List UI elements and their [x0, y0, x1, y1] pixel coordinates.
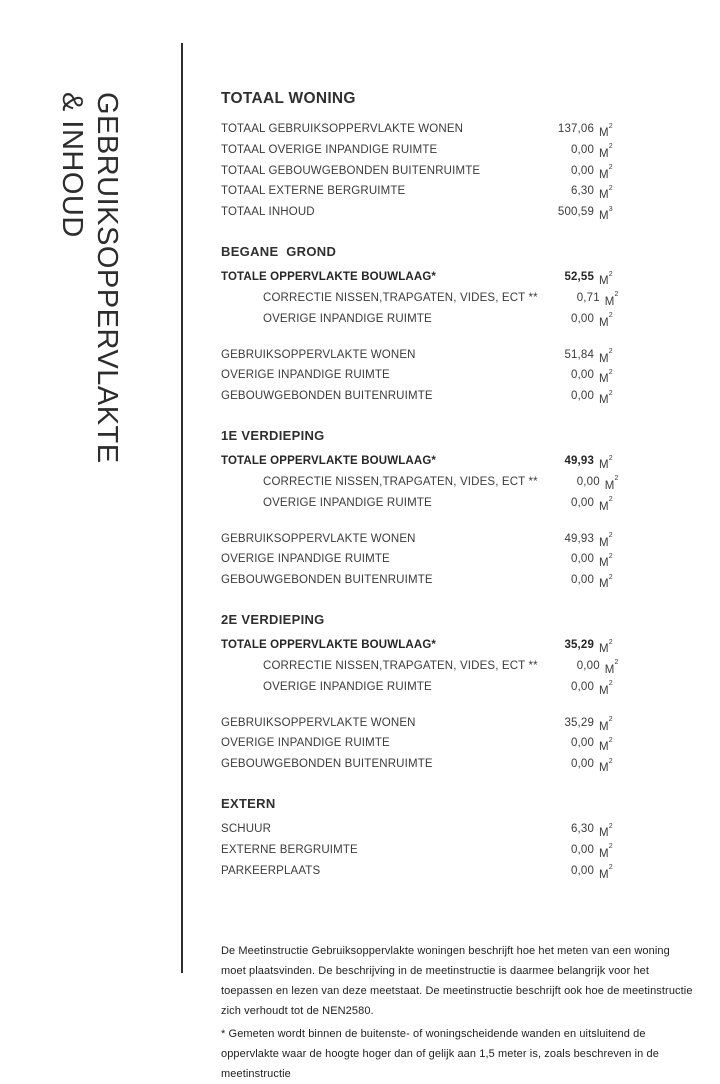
row-label: GEBOUWGEBONDEN BUITENRUIMTE	[221, 390, 433, 403]
row-value: 0,00	[571, 312, 594, 325]
row-value: 0,00	[571, 864, 594, 877]
table-row	[221, 531, 620, 552]
report-section	[221, 428, 620, 593]
table-row	[221, 637, 620, 658]
row-value: 51,84	[564, 348, 594, 361]
row-label: TOTAAL INHOUD	[221, 206, 315, 219]
unit-base: M	[599, 720, 609, 733]
unit-base: M	[599, 684, 609, 697]
row-value: 0,00	[576, 659, 600, 672]
row-label: TOTAAL OVERIGE INPANDIGE RUIMTE	[221, 143, 438, 156]
unit-exponent: 2	[608, 496, 613, 504]
unit-base: M	[599, 210, 609, 223]
unit-base: M	[599, 826, 609, 839]
section-row-groups	[221, 269, 620, 409]
unit-base: M	[599, 373, 609, 386]
row-unit	[594, 183, 620, 204]
row-unit	[594, 453, 620, 474]
row-unit	[594, 163, 620, 184]
unit-base: M	[599, 741, 609, 754]
section-heading: BEGANE GROND	[221, 244, 337, 260]
row-value: 0,00	[571, 574, 594, 587]
table-row	[221, 842, 620, 863]
row-label: OVERIGE INPANDIGE RUIMTE	[221, 553, 390, 566]
unit-base: M	[599, 168, 609, 181]
footer-text-line: De Meetinstructie Gebruiksoppervlakte woningen beschrijft hoe het meten van een woning	[221, 944, 670, 957]
unit-exponent: 2	[608, 680, 613, 688]
table-row	[221, 290, 620, 311]
row-value: 500,59	[557, 206, 594, 219]
row-label: TOTAAL GEBRUIKSOPPERVLAKTE WONEN	[221, 123, 464, 135]
row-value: 0,00	[571, 164, 594, 177]
table-row	[221, 388, 620, 409]
unit-exponent: 2	[608, 552, 613, 560]
vertical-divider-line	[181, 43, 183, 973]
row-label: TOTAAL EXTERNE BERGRUIMTE	[221, 185, 406, 198]
unit-base: M	[599, 147, 609, 160]
row-unit	[594, 388, 620, 409]
row-group	[221, 453, 620, 515]
table-row	[221, 735, 620, 756]
section-row-groups	[221, 453, 620, 593]
row-unit	[594, 204, 620, 225]
row-value: 0,00	[571, 758, 594, 771]
unit-base: M	[599, 578, 609, 591]
row-label: PARKEERPLAATS	[221, 864, 321, 877]
row-label: SCHUUR	[221, 823, 272, 836]
page-title-vertical	[54, 92, 124, 464]
row-unit	[594, 495, 620, 516]
row-label: CORRECTIE NISSEN,TRAPGATEN, VIDES, ECT **	[263, 659, 538, 672]
row-group	[221, 715, 620, 777]
unit-exponent: 2	[608, 312, 613, 320]
unit-base: M	[599, 642, 609, 655]
row-unit	[594, 863, 620, 884]
row-label: GEBRUIKSOPPERVLAKTE WONEN	[221, 716, 416, 729]
unit-exponent: 2	[608, 389, 613, 397]
unit-base: M	[599, 868, 609, 881]
row-label: GEBRUIKSOPPERVLAKTE WONEN	[221, 348, 416, 361]
table-row	[221, 679, 620, 700]
row-unit	[594, 311, 620, 332]
unit-base: M	[599, 394, 609, 407]
report-sections	[221, 90, 620, 884]
row-group	[221, 637, 620, 699]
unit-exponent: 2	[614, 659, 619, 667]
table-row	[221, 347, 620, 368]
row-value: 0,00	[571, 737, 594, 750]
row-value: 0,00	[571, 390, 594, 403]
unit-base: M	[599, 189, 609, 202]
row-label: CORRECTIE NISSEN,TRAPGATEN, VIDES, ECT **	[263, 291, 538, 304]
unit-base: M	[599, 274, 609, 287]
section-heading: 2E VERDIEPING	[221, 612, 325, 628]
row-unit	[594, 735, 620, 756]
table-row	[221, 474, 620, 495]
row-unit	[594, 121, 620, 142]
table-row	[221, 658, 620, 679]
row-label: TOTAAL GEBOUWGEBONDEN BUITENRUIMTE	[221, 164, 481, 177]
unit-exponent: 2	[608, 143, 613, 151]
row-value: 35,29	[564, 716, 594, 729]
row-label: OVERIGE INPANDIGE RUIMTE	[263, 312, 432, 325]
row-value: 0,00	[576, 475, 600, 488]
unit-base: M	[599, 126, 609, 139]
row-value: 6,30	[571, 185, 594, 198]
section-heading: TOTAAL WONING	[221, 90, 356, 107]
report-section	[221, 612, 620, 777]
row-label: OVERIGE INPANDIGE RUIMTE	[263, 496, 432, 509]
unit-exponent: 2	[608, 638, 613, 646]
page-title-line2: & INHOUD	[56, 92, 88, 238]
page-title-line1: GEBRUIKSOPPERVLAKTE	[91, 92, 123, 464]
unit-exponent: 3	[608, 205, 613, 213]
row-group	[221, 121, 620, 225]
row-value: 0,00	[571, 553, 594, 566]
row-unit	[594, 551, 620, 572]
row-unit	[594, 531, 620, 552]
row-unit	[594, 679, 620, 700]
measurement-note-paragraph	[221, 1024, 701, 1084]
unit-exponent: 2	[608, 164, 613, 172]
unit-base: M	[599, 352, 609, 365]
row-value: 0,00	[571, 369, 594, 382]
table-row	[221, 367, 620, 388]
unit-base: M	[599, 316, 609, 329]
table-row	[221, 163, 620, 184]
unit-base: M	[599, 847, 609, 860]
unit-base: M	[599, 458, 609, 471]
unit-exponent: 2	[608, 270, 613, 278]
row-value: 0,00	[571, 843, 594, 856]
unit-exponent: 2	[608, 454, 613, 462]
section-row-groups	[221, 637, 620, 777]
unit-exponent: 2	[614, 475, 619, 483]
unit-exponent: 2	[608, 757, 613, 765]
unit-exponent: 2	[608, 532, 613, 540]
footer-text-line: zich verhoudt tot de NEN2580.	[221, 1004, 374, 1017]
row-label: TOTALE OPPERVLAKTE BOUWLAAG*	[221, 271, 437, 284]
row-label: OVERIGE INPANDIGE RUIMTE	[221, 737, 390, 750]
unit-base: M	[604, 479, 615, 492]
unit-base: M	[599, 500, 609, 513]
row-unit	[594, 572, 620, 593]
row-value: 0,00	[571, 680, 594, 693]
row-label: GEBOUWGEBONDEN BUITENRUIMTE	[221, 574, 433, 587]
section-row-groups	[221, 121, 620, 225]
table-row	[221, 572, 620, 593]
report-section	[221, 244, 620, 409]
table-row	[221, 121, 620, 142]
unit-exponent: 2	[608, 864, 613, 872]
row-unit	[594, 347, 620, 368]
footer-text-line: moet plaatsvinden. De beschrijving in de meetinstructie is daarmee belangrijk voor het	[221, 964, 650, 977]
row-unit	[594, 637, 620, 658]
table-row	[221, 311, 620, 332]
row-unit	[600, 658, 626, 679]
row-value: 137,06	[557, 123, 594, 135]
unit-exponent: 2	[608, 822, 613, 830]
row-label: TOTALE OPPERVLAKTE BOUWLAAG*	[221, 639, 437, 652]
footer-text-line: * Gemeten wordt binnen de buitenste- of woningscheidende wanden en uitsluitend de	[221, 1027, 646, 1040]
row-unit	[600, 290, 626, 311]
unit-exponent: 2	[608, 368, 613, 376]
table-row	[221, 715, 620, 736]
row-value: 35,29	[564, 639, 594, 652]
row-label: GEBOUWGEBONDEN BUITENRUIMTE	[221, 758, 433, 771]
table-row	[221, 453, 620, 474]
unit-exponent: 2	[608, 736, 613, 744]
row-unit	[594, 821, 620, 842]
row-label: CORRECTIE NISSEN,TRAPGATEN, VIDES, ECT **	[263, 475, 538, 488]
table-row	[221, 756, 620, 777]
row-value: 0,00	[571, 143, 594, 156]
row-value: 0,71	[576, 291, 600, 304]
row-unit	[594, 715, 620, 736]
row-group	[221, 269, 620, 331]
table-row	[221, 821, 620, 842]
row-value: 49,93	[564, 455, 594, 468]
unit-base: M	[599, 557, 609, 570]
unit-exponent: 2	[608, 348, 613, 356]
unit-exponent: 2	[614, 291, 619, 299]
unit-base: M	[604, 295, 615, 308]
measurement-report	[221, 90, 693, 1084]
row-unit	[594, 842, 620, 863]
row-value: 49,93	[564, 532, 594, 545]
table-row	[221, 863, 620, 884]
table-row	[221, 183, 620, 204]
row-value: 6,30	[571, 823, 594, 836]
row-label: GEBRUIKSOPPERVLAKTE WONEN	[221, 532, 416, 545]
unit-exponent: 2	[608, 122, 613, 130]
unit-exponent: 2	[608, 716, 613, 724]
table-row	[221, 269, 620, 290]
row-group	[221, 821, 620, 883]
unit-base: M	[599, 762, 609, 775]
table-row	[221, 495, 620, 516]
row-label: TOTALE OPPERVLAKTE BOUWLAAG*	[221, 455, 437, 468]
unit-exponent: 2	[608, 573, 613, 581]
table-row	[221, 142, 620, 163]
row-value: 52,55	[564, 271, 594, 284]
footer-text-line: meetinstructie	[221, 1067, 291, 1080]
row-unit	[594, 756, 620, 777]
unit-base: M	[599, 536, 609, 549]
section-heading: 1E VERDIEPING	[221, 428, 325, 444]
row-group	[221, 531, 620, 593]
row-label: OVERIGE INPANDIGE RUIMTE	[221, 369, 390, 382]
row-label: EXTERNE BERGRUIMTE	[221, 843, 358, 856]
row-unit	[594, 367, 620, 388]
row-label: OVERIGE INPANDIGE RUIMTE	[263, 680, 432, 693]
report-section	[221, 796, 620, 883]
row-value: 0,00	[571, 496, 594, 509]
row-unit	[600, 474, 626, 495]
footer-text-line: toepassen en lezen van deze meetstaat. De meetinstructie beschrijft ook hoe de meetinstructie	[221, 984, 693, 997]
table-row	[221, 204, 620, 225]
row-unit	[594, 269, 620, 290]
row-group	[221, 347, 620, 409]
footer-notes	[221, 941, 701, 1084]
section-row-groups	[221, 821, 620, 883]
row-unit	[594, 142, 620, 163]
section-heading: EXTERN	[221, 796, 276, 812]
unit-base: M	[604, 663, 615, 676]
report-section	[221, 90, 620, 225]
unit-exponent: 2	[608, 184, 613, 192]
meetinstructie-paragraph	[221, 941, 701, 1021]
footer-text-line: oppervlakte waar de hoogte hoger dan of gelijk aan 1,5 meter is, zoals beschreven in de	[221, 1047, 659, 1060]
table-row	[221, 551, 620, 572]
unit-exponent: 2	[608, 843, 613, 851]
